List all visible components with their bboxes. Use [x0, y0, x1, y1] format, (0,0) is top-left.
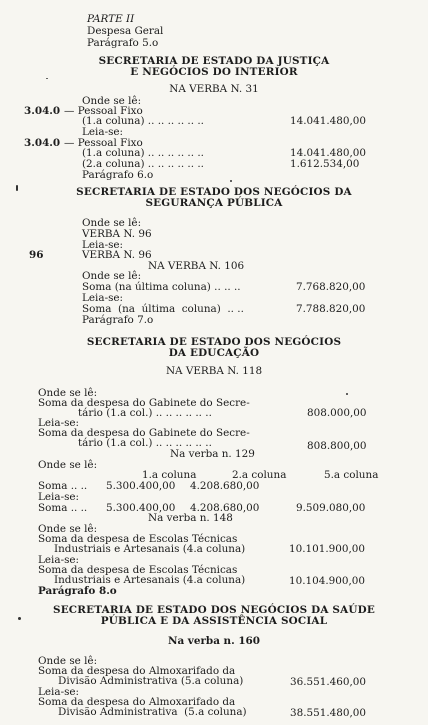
soma-label: Soma .. ..	[38, 502, 88, 514]
column-header: 5.a coluna	[324, 469, 379, 481]
entry-line: Soma da despesa de Escolas Técnicas	[38, 564, 238, 576]
entry-line: Divisão Administrativa (5.a coluna)	[58, 675, 244, 687]
leia-se: Leia-se:	[38, 491, 80, 503]
column-header: 1.a coluna	[142, 469, 197, 481]
leia-se: Leia-se:	[38, 686, 80, 698]
entry-line: Soma da despesa do Gabinete do Secre-	[38, 397, 250, 409]
soma-value: 7.768.820,00	[296, 281, 366, 293]
entry-line: tário (1.a col.) .. .. .. .. .. ..	[78, 437, 212, 449]
leia-se: Leia-se:	[38, 554, 80, 566]
verba-heading: NA VERBA N. 106	[148, 260, 245, 272]
entry-value: 808.000,00	[307, 407, 367, 419]
entry-line: Soma da despesa do Gabinete do Secre-	[38, 427, 250, 439]
section-title: SEGURANÇA PÚBLICA	[145, 197, 283, 209]
onde-se-le: Onde se lê:	[82, 95, 142, 107]
item-code: 3.04.0	[24, 105, 61, 117]
soma-value: 7.788.820,00	[296, 303, 366, 315]
paragraph-label: Parágrafo 8.o	[38, 585, 117, 597]
soma-label: Soma .. ..	[38, 480, 88, 492]
item-value: 14.041.480,00	[290, 147, 367, 159]
paragraph-label: Parágrafo 7.o	[82, 314, 154, 326]
item-label: — Pessoal Fixo	[64, 137, 143, 149]
verba-heading: NA VERBA N. 118	[165, 365, 263, 377]
section-subtitle: Despesa Geral	[87, 25, 164, 37]
paragraph-label: Parágrafo 5.o	[87, 37, 159, 49]
verba-heading: Na verba n. 148	[148, 512, 233, 524]
item-line: (1.a coluna) .. .. .. .. .. ..	[82, 115, 204, 127]
section-title: E NEGÓCIOS DO INTERIOR	[130, 66, 298, 78]
soma-value: 9.509.080,00	[296, 502, 366, 514]
section-title: PÚBLICA E DA ASSISTÊNCIA SOCIAL	[100, 615, 328, 627]
entry-line: Divisão Administrativa (5.a coluna)	[58, 706, 247, 718]
scan-speck	[346, 393, 348, 395]
part-heading: PARTE II	[87, 13, 135, 25]
section-title: DA EDUCAÇÃO	[168, 347, 260, 359]
entry-line: tário (1.a col.) .. .. .. .. .. ..	[78, 407, 212, 419]
soma-line: Soma (na última coluna) .. .. ..	[82, 281, 241, 293]
verba-heading: Na verba n. 129	[170, 448, 255, 460]
item-code: 3.04.0	[24, 137, 61, 149]
entry-value: 10.101.900,00	[289, 543, 366, 555]
soma-value: 5.300.400,00	[106, 480, 176, 492]
onde-se-le: Onde se lê:	[38, 459, 98, 471]
soma-value: 4.208.680,00	[190, 502, 260, 514]
onde-se-le: Onde se lê:	[38, 523, 98, 535]
scan-speck	[18, 617, 21, 620]
onde-se-le: Onde se lê:	[38, 655, 98, 667]
leia-se: Leia-se:	[38, 417, 80, 429]
section-title: SECRETARIA DE ESTADO DOS NEGÓCIOS DA	[76, 186, 352, 198]
onde-se-le: Onde se lê:	[82, 270, 142, 282]
scan-speck	[16, 185, 18, 191]
margin-number: 96	[29, 249, 44, 261]
onde-se-le: Onde se lê:	[38, 387, 98, 399]
entry-line: Soma da despesa do Almoxarifado da	[38, 665, 236, 677]
item-label: — Pessoal Fixo	[64, 105, 143, 117]
section-title: SECRETARIA DE ESTADO DOS NEGÓCIOS DA SAÚDE	[52, 604, 375, 616]
soma-value: 5.300.400,00	[106, 502, 176, 514]
entry-value: 38.551.480,00	[290, 707, 367, 719]
verba-line: VERBA N. 96	[82, 249, 152, 261]
paragraph-label: Parágrafo 6.o	[82, 169, 154, 181]
entry-line: Industriais e Artesanais (4.a coluna)	[54, 574, 246, 586]
onde-se-le: Onde se lê:	[82, 217, 142, 229]
item-line: (2.a coluna) .. .. .. .. .. ..	[82, 158, 204, 170]
leia-se: Leia-se:	[82, 126, 124, 138]
section-title: SECRETARIA DE ESTADO DOS NEGÓCIOS	[86, 336, 342, 348]
item-line: (1.a coluna) .. .. .. .. .. ..	[82, 147, 204, 159]
leia-se: Leia-se:	[82, 239, 124, 251]
scan-speck	[46, 78, 48, 79]
verba-line: VERBA N. 96	[82, 228, 152, 240]
entry-value: 808.800,00	[307, 440, 367, 452]
item-value: 14.041.480,00	[290, 115, 367, 127]
entry-line: Soma da despesa do Almoxarifado da	[38, 696, 236, 708]
verba-heading: Na verba n. 160	[167, 635, 261, 647]
column-header: 2.a coluna	[232, 469, 287, 481]
item-value: 1.612.534,00	[290, 158, 360, 170]
scan-speck	[230, 180, 232, 182]
leia-se: Leia-se:	[82, 292, 124, 304]
soma-line: Soma (na última coluna) .. ..	[82, 303, 244, 315]
section-title: SECRETARIA DE ESTADO DA JUSTIÇA	[98, 55, 330, 67]
entry-line: Industriais e Artesanais (4.a coluna)	[54, 543, 246, 555]
entry-line: Soma da despesa de Escolas Técnicas	[38, 533, 238, 545]
verba-heading: NA VERBA N. 31	[169, 83, 259, 95]
entry-value: 10.104.900,00	[289, 575, 366, 587]
soma-value: 4.208.680,00	[190, 480, 260, 492]
entry-value: 36.551.460,00	[290, 676, 367, 688]
